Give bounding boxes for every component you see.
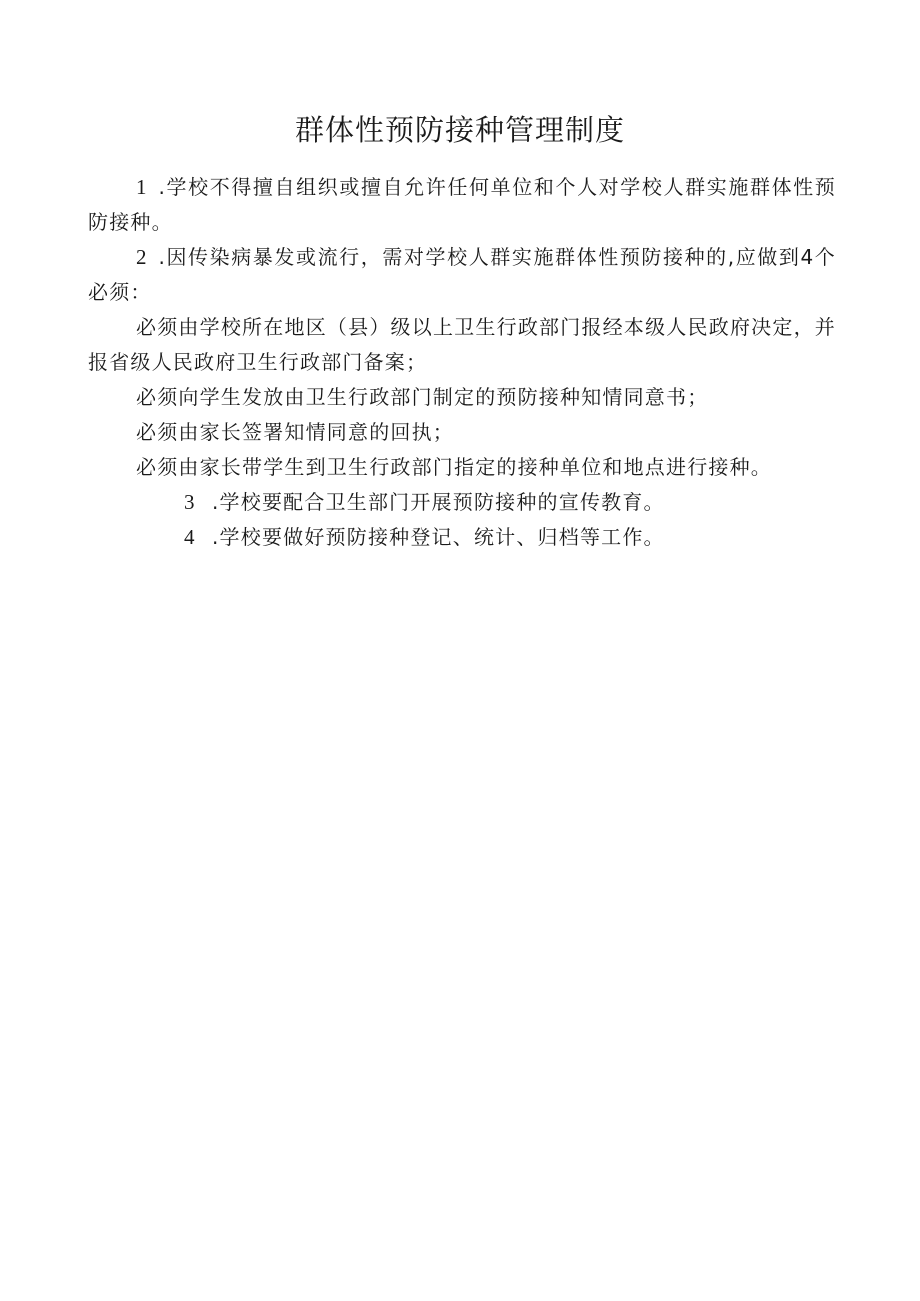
clause-text: .学校不得擅自组织或擅自允许任何单位和个人对学校人群实施群体性预防接种。: [88, 175, 836, 234]
clause-number: 4: [184, 525, 195, 549]
clause-1: [88, 170, 836, 240]
must-item-2: 必须向学生发放由卫生行政部门制定的预防接种知情同意书；: [136, 385, 709, 409]
clause-text: .学校要做好预防接种登记、统计、归档等工作。: [212, 525, 665, 549]
clause-text: .因传染病暴发或流行，需对学校人群实施群体性预防接种的,应做到4个必须：: [88, 245, 836, 304]
clause-number: 1: [136, 175, 147, 199]
clause-number: 3: [184, 490, 195, 514]
clause-text: .学校要配合卫生部门开展预防接种的宣传教育。: [212, 490, 665, 514]
clause-4: [88, 520, 836, 555]
clause-number: 2: [136, 245, 147, 269]
must-item-1: 必须由学校所在地区（县）级以上卫生行政部门报经本级人民政府决定，并报省级人民政府卫生行政部门备案；: [88, 315, 836, 374]
clause-3: [88, 485, 836, 520]
clause-2: [88, 240, 836, 310]
document-title: 群体性预防接种管理制度: [294, 113, 625, 147]
must-item-3: 必须由家长签署知情同意的回执；: [136, 420, 454, 444]
must-item-4: 必须由家长带学生到卫生行政部门指定的接种单位和地点进行接种。: [136, 455, 772, 479]
document-body: [88, 170, 836, 555]
